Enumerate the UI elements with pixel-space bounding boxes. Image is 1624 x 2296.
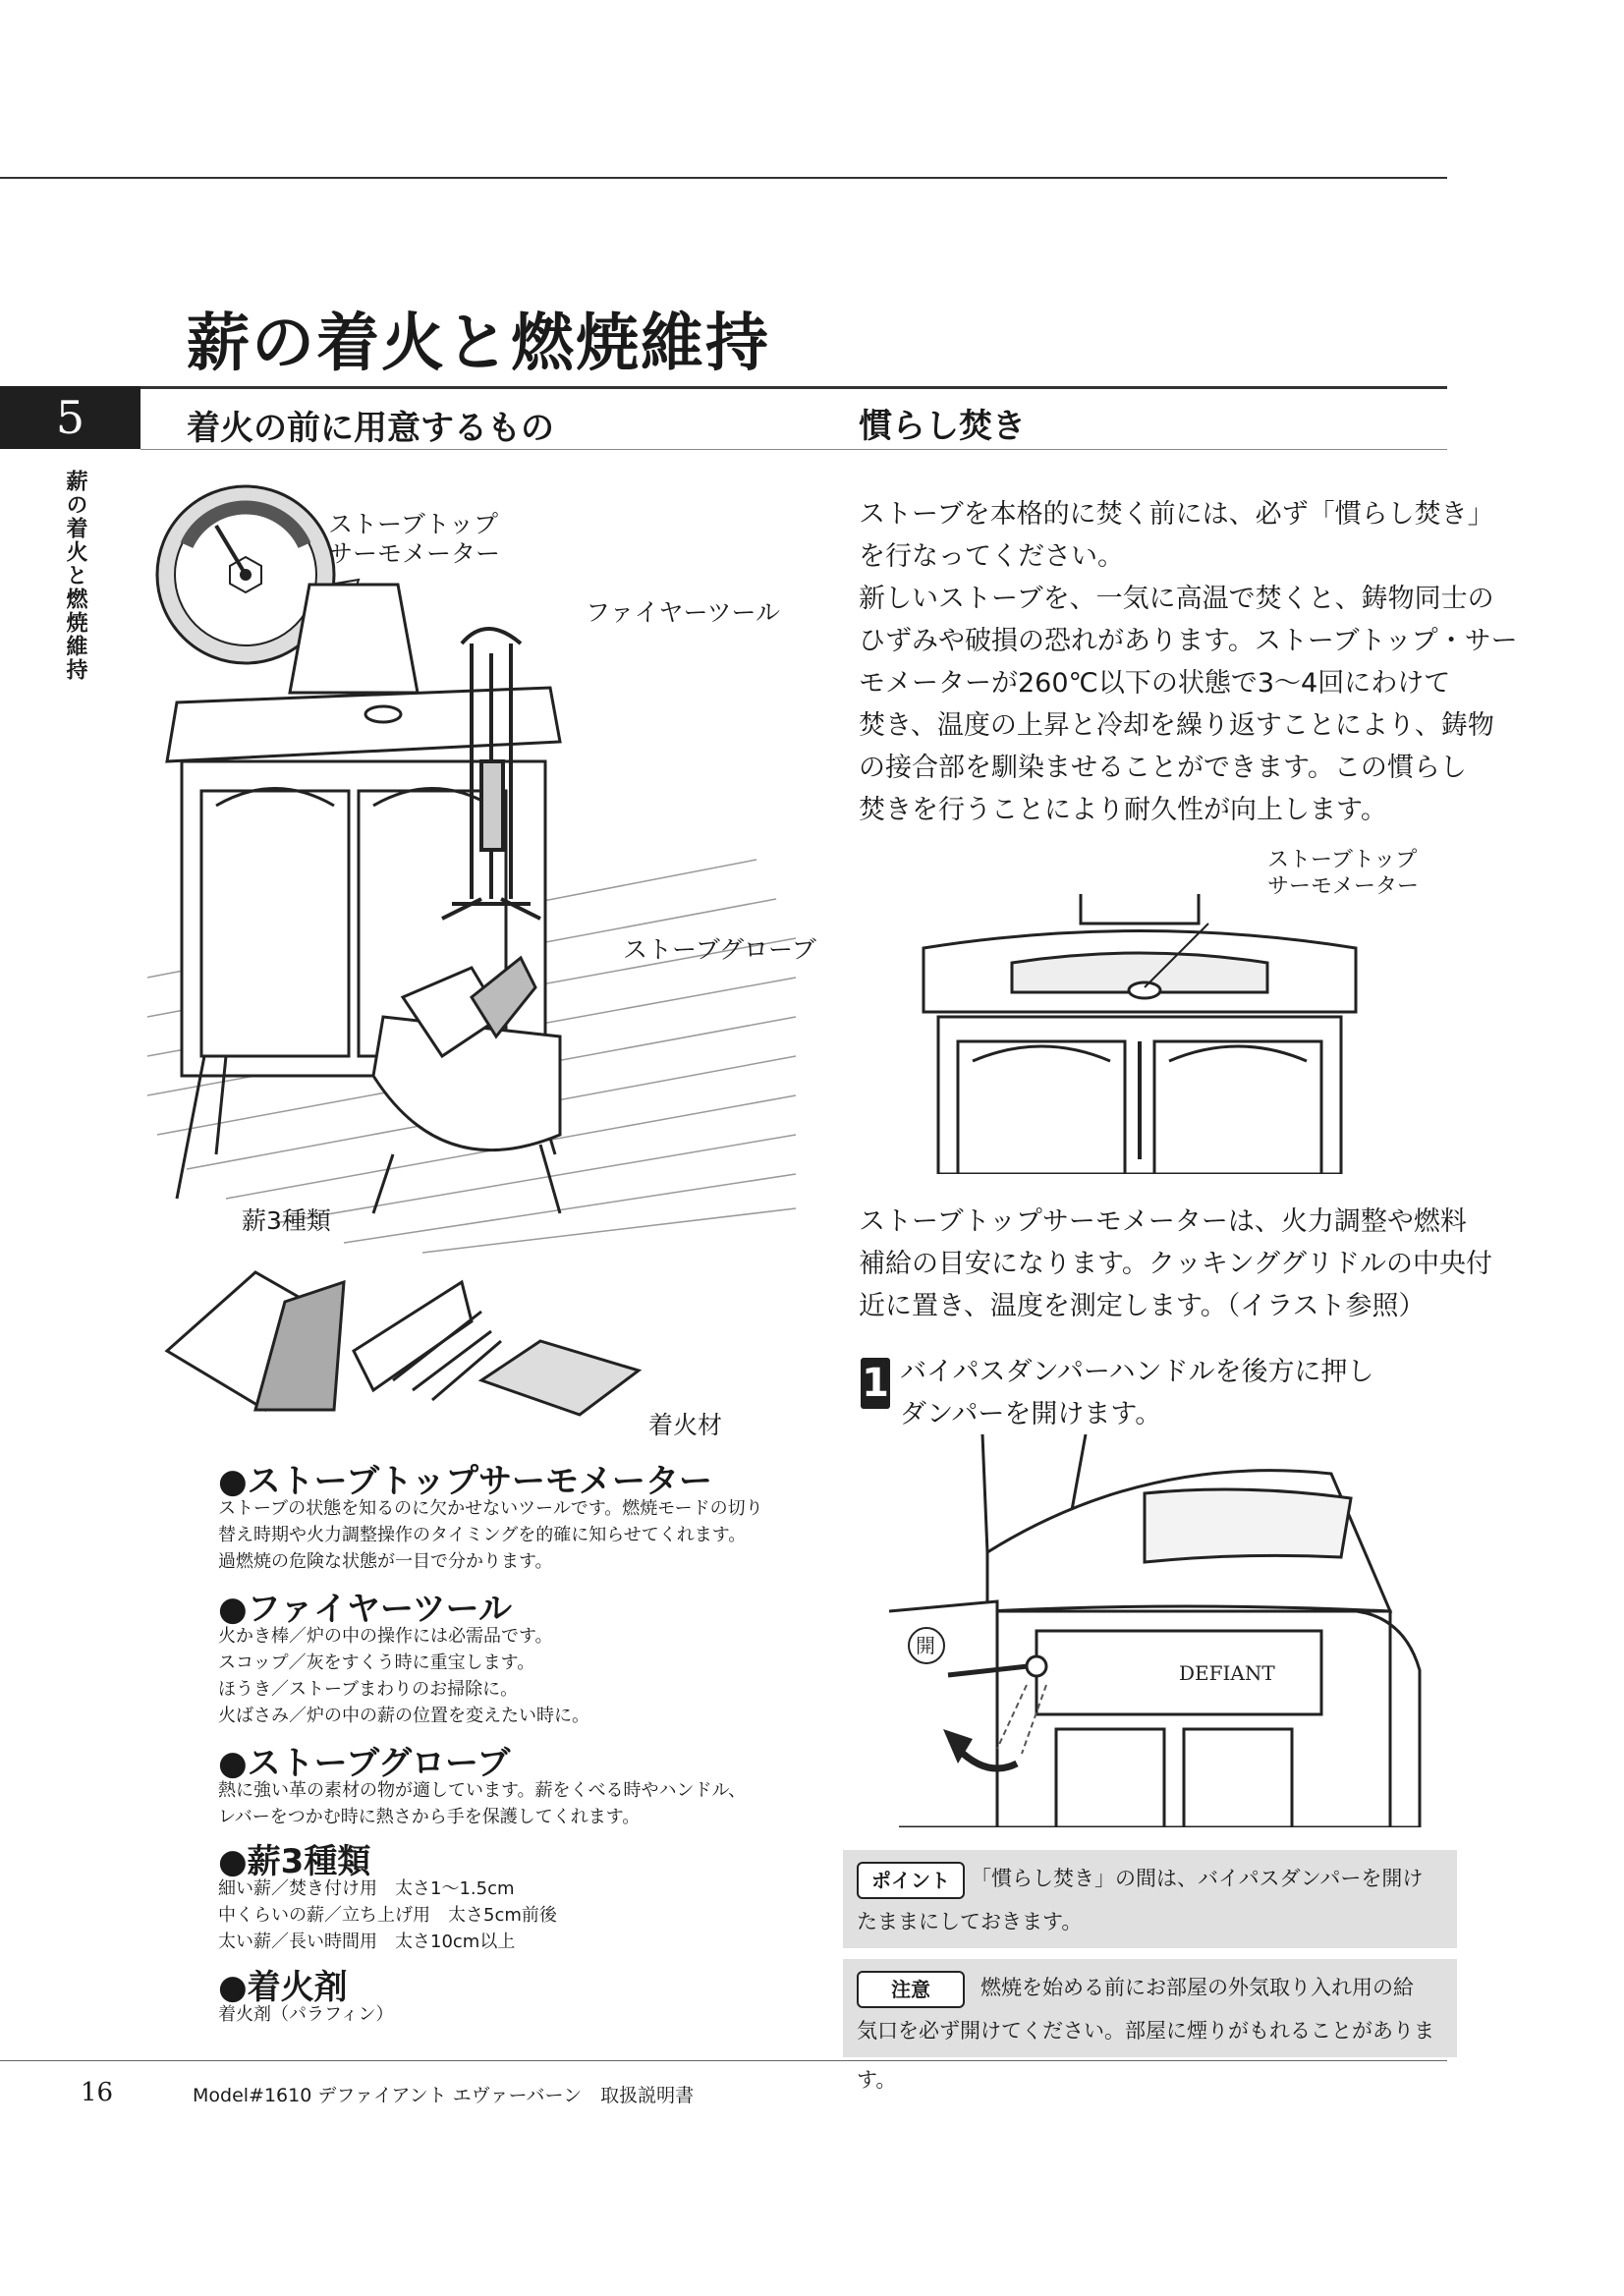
item-text-thermometer: ストーブの状態を知るのに欠かせないツールです。燃焼モードの切り 替え時期や火力調整操作のタイミングを的確に知らせてくれます。 過燃焼の危険な状態が一目で分かります。 <box>218 1498 763 1572</box>
item-text-starter: 着火剤（パラフィン） <box>218 2004 394 2025</box>
middle-line: ストーブトップサーモメーターは、火力調整や燃料 <box>859 1206 1467 1237</box>
intro-line: ストーブを本格的に焚く前には、必ず「慣らし焚き」 <box>859 499 1494 530</box>
side-label: 薪の着火と燃焼維持 <box>63 470 88 682</box>
section-rule <box>140 449 1447 450</box>
item-title-glove: ●ストーブグローブ <box>218 1744 511 1783</box>
label-wood: 薪3種類 <box>242 1206 331 1235</box>
step-number: 1 <box>861 1358 890 1409</box>
item-title-thermometer: ●ストーブトップサーモメーター <box>218 1462 712 1501</box>
point-tag: ポイント <box>857 1862 965 1899</box>
top-rule <box>0 177 1447 179</box>
open-label: 開 <box>916 1634 935 1657</box>
caution-tag: 注意 <box>857 1971 965 2008</box>
caution-line-1: 燃焼を始める前にお部屋の外気取り入れ用の給 <box>980 1976 1414 1999</box>
item-text-fire-tool: 火かき棒／炉の中の操作には必需品です。 スコップ／灰をすくう時に重宝します。 ほうき／ストーブまわりのお掃除に。 火ばさみ／炉の中の薪の位置を変えたい時に。 <box>218 1626 589 1726</box>
middle-line: 近に置き、温度を測定します。（イラスト参照） <box>859 1291 1426 1321</box>
item-text-wood: 細い薪／焚き付け用 太さ1～1.5cm 中くらいの薪／立ち上げ用 太さ5cm前後 太い薪／長い時間用 太さ10cm以上 <box>218 1878 557 1952</box>
step-line: バイパスダンパーハンドルを後方に押し <box>900 1357 1374 1387</box>
middle-paragraph <box>859 1201 1492 1327</box>
item-title-starter: ●着火剤 <box>218 1968 348 2007</box>
step-text <box>900 1351 1374 1435</box>
left-section-heading: 着火の前に用意するもの <box>187 409 554 448</box>
intro-line: 新しいストーブを、一気に高温で焚くと、鋳物同士の <box>859 584 1494 614</box>
page-title: 薪の着火と燃焼維持 <box>187 307 770 380</box>
firewood-icon <box>167 1272 501 1410</box>
fire-starter-icon <box>481 1341 639 1415</box>
right-section-heading: 慣らし焚き <box>859 407 1026 446</box>
stovetop-thermometer-illustration <box>914 894 1366 1174</box>
intro-paragraph <box>859 493 1518 831</box>
middle-line: 補給の目安になります。クッキンググリドルの中央付 <box>859 1249 1493 1279</box>
intro-line: モメーターが260℃以下の状態で3～4回にわけて <box>859 668 1451 699</box>
page-number: 16 <box>81 2078 114 2107</box>
caution-box <box>843 1959 1457 2092</box>
bypass-damper-illustration <box>889 1434 1439 1827</box>
item-title-fire-tool: ●ファイヤーツール <box>218 1590 512 1629</box>
label-thermometer: ストーブトップ サーモメーター <box>328 510 501 568</box>
footer-model-text: Model#1610 デファイアント エヴァーバーン 取扱説明書 <box>193 2085 695 2106</box>
intro-line: 焚きを行うことにより耐久性が向上します。 <box>859 795 1387 825</box>
label-glove: ストーブグローブ <box>623 935 816 964</box>
item-title-wood: ●薪3種類 <box>218 1842 371 1881</box>
point-line-1: 「慣らし焚き」の間は、バイパスダンパーを開け <box>971 1867 1424 1890</box>
intro-line: を行なってください。 <box>859 541 1124 572</box>
footer-rule <box>0 2060 1447 2061</box>
label-starter: 着火材 <box>648 1411 723 1439</box>
intro-line: の接合部を馴染ませることができます。この慣らし <box>859 753 1467 783</box>
intro-line: 焚き、温度の上昇と冷却を繰り返すことにより、鋳物 <box>859 710 1494 741</box>
point-line-2: たままにしておきます。 <box>857 1910 1083 1933</box>
label-stovetop-thermometer: ストーブトップ サーモメーター <box>1267 848 1420 899</box>
stove-logo: DEFIANT <box>1179 1661 1275 1685</box>
caution-line-2: 気口を必ず開けてください。部屋に煙りがもれることがあります。 <box>857 2019 1434 2092</box>
item-text-glove: 熱に強い革の素材の物が適しています。薪をくべる時やハンドル、 レバーをつかむ時に熱さから手を保護してくれます。 <box>218 1780 747 1827</box>
point-box <box>843 1850 1457 1948</box>
step-line: ダンパーを開けます。 <box>900 1399 1162 1429</box>
title-rule <box>140 386 1447 389</box>
chapter-number: 5 <box>0 386 140 449</box>
intro-line: ひずみや破損の恐れがあります。ストーブトップ・サー <box>859 626 1518 656</box>
label-fire-tool: ファイヤーツール <box>586 598 781 627</box>
